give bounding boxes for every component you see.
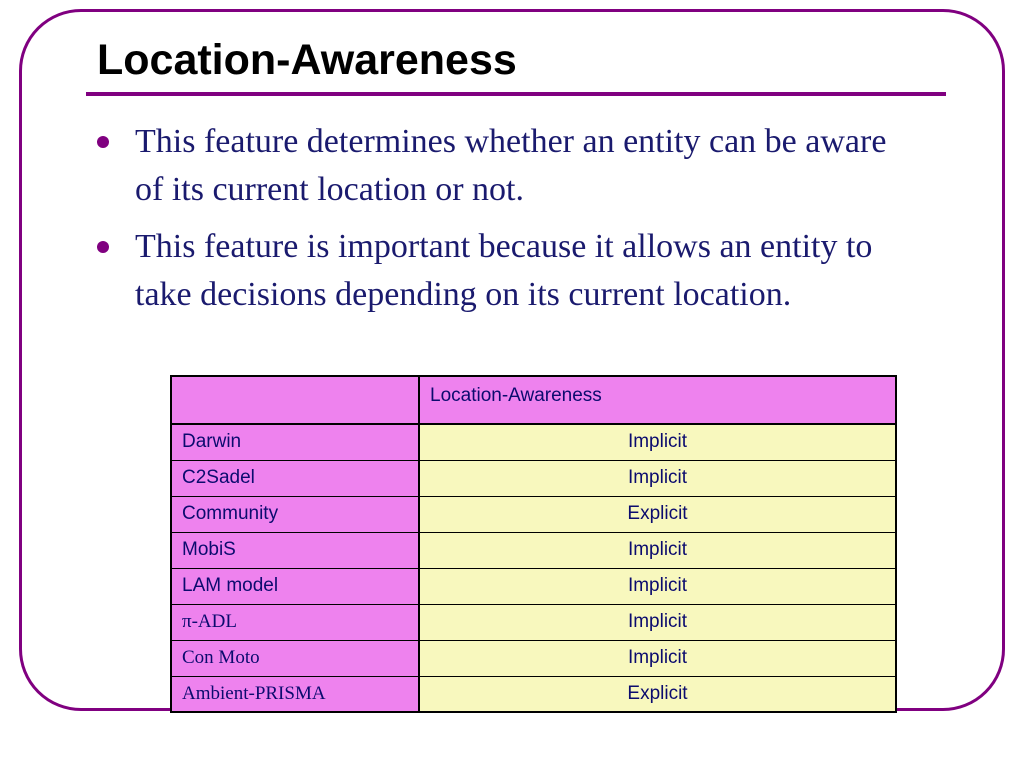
bullet-dot-icon (97, 136, 109, 148)
table-row (171, 532, 896, 568)
row-name: π-ADL (171, 604, 419, 640)
title-underline (86, 92, 946, 96)
table-row (171, 460, 896, 496)
row-name: LAM model (171, 568, 419, 604)
row-value: Explicit (419, 676, 896, 712)
row-name: Ambient-PRISMA (171, 676, 419, 712)
row-value: Implicit (419, 424, 896, 460)
table-row (171, 640, 896, 676)
table-row (171, 604, 896, 640)
row-value: Implicit (419, 460, 896, 496)
table-header-location-awareness: Location-Awareness (419, 376, 896, 424)
table-row (171, 496, 896, 532)
bullet-item (95, 118, 915, 214)
bullet-dot-icon (97, 241, 109, 253)
row-value: Implicit (419, 640, 896, 676)
bullet-item (95, 223, 915, 319)
bullet-text: This feature determines whether an entity can be aware of its current location or not. (135, 123, 887, 208)
bullet-list (95, 118, 915, 328)
comparison-table (170, 375, 897, 713)
row-name: Darwin (171, 424, 419, 460)
slide-title: Location-Awareness (97, 36, 517, 84)
table-row (171, 676, 896, 712)
row-value: Implicit (419, 604, 896, 640)
row-value: Explicit (419, 496, 896, 532)
row-name: Community (171, 496, 419, 532)
row-value: Implicit (419, 532, 896, 568)
row-name: Con Moto (171, 640, 419, 676)
table-header-corner (171, 376, 419, 424)
table-row (171, 424, 896, 460)
table-row (171, 568, 896, 604)
row-name: C2Sadel (171, 460, 419, 496)
row-name: MobiS (171, 532, 419, 568)
bullet-text: This feature is important because it allows an entity to take decisions depending on its current location. (135, 228, 873, 313)
row-value: Implicit (419, 568, 896, 604)
table-header-row (171, 376, 896, 424)
